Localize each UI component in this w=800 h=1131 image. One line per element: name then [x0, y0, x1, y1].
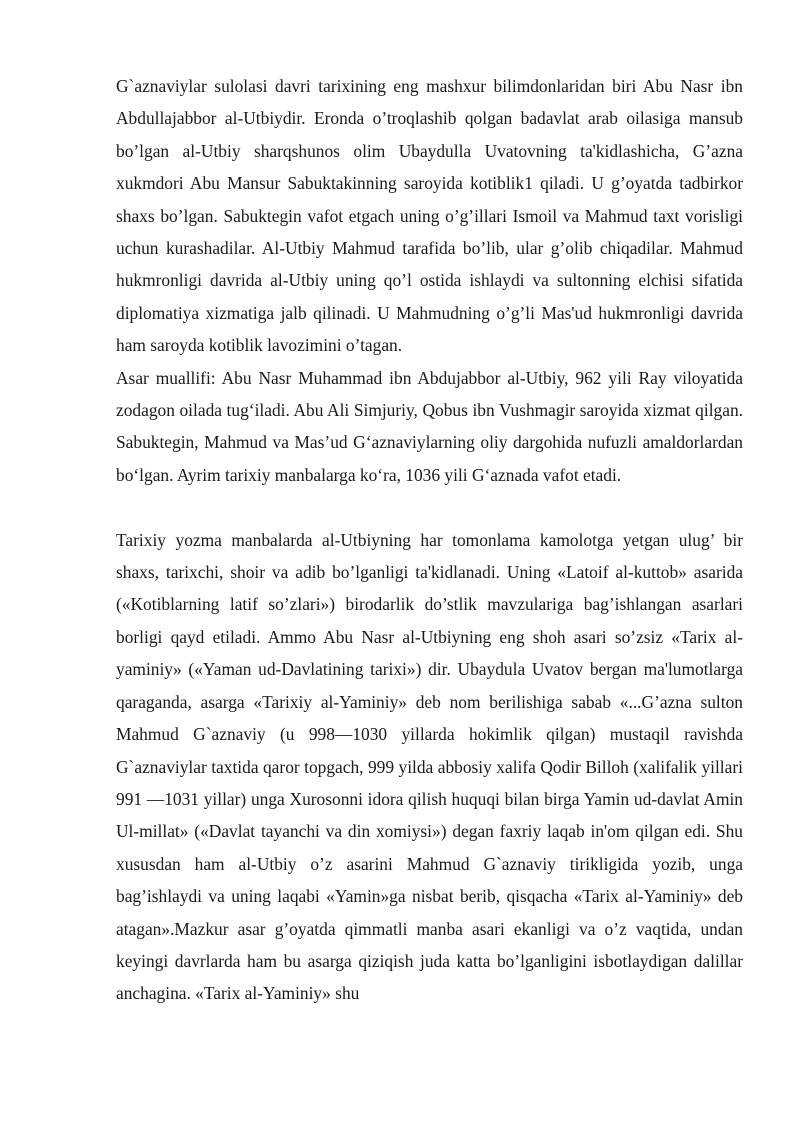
paragraph-3: Tarixiy yozma manbalarda al-Utbiyning har tomonlama kamolotga yetgan ulug’ bir shaxs, tarixchi, shoir va adib bo’lganligi ta'kidlanadi. Uning «Latoif al-kuttob» asarida («Kotiblarning latif so’zlari») birodarlik do’stlik mavzulariga bag’ishlangan asarlari borligi qayd etiladi. Ammo Abu Nasr al-Utbiyning eng shoh asari so’zsiz «Tarix al-yaminiy» («Yaman ud-Davlatining tarixi») dir. Ubaydula Uvatov bergan ma'lumotlarga qaraganda, asarga «Tarixiy al-Yaminiy» deb nom berilishiga sabab «...G’azna sulton Mahmud G`aznaviy (u 998—1030 yillarda hokimlik qilgan) mustaqil ravishda G`aznaviylar taxtida qaror topgach, 999 yilda abbosiy xalifa Qodir Billoh (xalifalik yillari 991 —1031 yillar) unga Xurosonni idora qilish huquqi bilan birga Yamin ud-davlat Amin Ul-millat» («Davlat tayanchi va din xomiysi») degan faxriy laqab in'om qilgan edi. Shu xususdan ham al-Utbiy o’z asarini Mahmud G`aznaviy tirikligida yozib, unga bag’ishlaydi va uning laqabi «Yamin»ga nisbat berib, qisqacha «Tarix al-Yaminiy» deb atagan».Mazkur asar g’oyatda qimmatli manba asari ekanligi va o’z vaqtida, undan keyingi davrlarda ham bu asarga qiziqish juda katta bo’lganligini isbotlaydigan dalillar anchagina. «Tarix al-Yaminiy» shu — [116, 529, 743, 1004]
paragraph-1: G`aznaviylar sulolasi davri tarixining eng mashxur bilimdonlaridan biri Abu Nasr ibn Abdullajabbor al-Utbiydir. Eronda o’troqlashib qolgan badavlat arab oilasiga mansub bo’lgan al-Utbiy sharqshunos olim Ubaydulla Uvatovning ta'kidlashicha, G’azna xukmdori Abu Mansur Sabuktakinning saroyida kotiblik1 qiladi. U g’oyatda tadbirkor shaxs bo’lgan. Sabuktegin vafot etgach uning o’g’illari Ismoil va Mahmud taxt vorisligi uchun kurashadilar. Al-Utbiy Mahmud tarafida bo’lib, ular g’olib chiqadilar. Mahmud hukmronligi davrida al-Utbiy uning qo’l ostida ishlaydi va sultonning elchisi sifatida diplomatiya xizmatiga jalb qilinadi. U Mahmudning o’g’li Mas'ud hukmronligi davrida ham saroyda kotiblik lavozimini o’tagan. — [116, 76, 743, 356]
document-page — [116, 70, 743, 1010]
paragraph-spacer — [116, 491, 743, 523]
paragraph-2: Asar muallifi: Abu Nasr Muhammad ibn Abdujabbor al-Utbiy, 962 yili Ray viloyatida zodagon oilada tug‘iladi. Abu Ali Simjuriy, Qobus ibn Vushmagir saroyida xizmat qilgan. Sabuktegin, Mahmud va Mas’ud G‘aznaviylarning oliy dargohida nufuzli amaldorlardan bo‘lgan. Ayrim tarixiy manbalarga ko‘ra, 1036 yili G‘aznada vafot etadi. — [116, 367, 743, 485]
